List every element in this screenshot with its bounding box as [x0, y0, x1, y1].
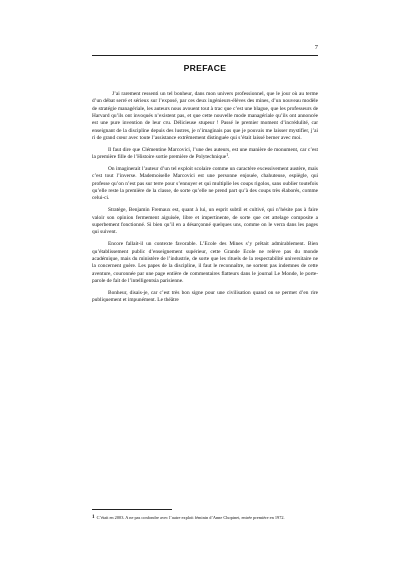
- paragraph-5: Encore fallait-il un contexte favorable. L’Ecole des Mines s’y prêtait admirablement. Bien qu’établissement public d’enseignement supérieur, cette Grande Ecole ne relève pas du monde académique, mais du ministère de l’industrie, de sorte que les rituels de la respectabilité universitaire ne la concernent guère. Les papes de la discipline, il faut le reconnaître, ne sortent pas indemnes de cette aventure, couronnée par une page entière de commentaires flatteurs dans le journal Le Monde, le porte-parole de fait de l’intelligentsia parisienne.: [92, 241, 318, 284]
- paragraph-6: Bonheur, disais-je, car c’est très bon signe pour une civilisation quand on se permet d’en rire publiquement et impunément. Le théâtre: [92, 289, 318, 304]
- footnote-rule: [92, 509, 172, 510]
- preface-body: [92, 91, 318, 309]
- footnote-reference[interactable]: 1: [226, 152, 229, 158]
- page-number: 7: [314, 44, 318, 51]
- paragraph-4: Stratège, Benjamin Fremaux est, quant à lui, un esprit subtil et cultivé, qui n’hésite pas à faire valoir son opinion fermement aiguisée, libre et impertinente, de sorte que cet attelage composite a superbement fonctionné. Si bien qu’il en a désarçonné quelques uns, comme on le verra dans les pages qui suivent.: [92, 207, 318, 236]
- footnote-text: C’était en 2003. A ne pas confondre avec l’autre exploit féminin d’Anne Chopinet, entrée première en 1972.: [96, 515, 285, 520]
- paragraph-3: On imaginerait l’auteur d’un tel exploit scolaire comme un caractère excessivement austère, mais c’est tout l’inverse. Mademoiselle Marcovici est une personne enjouée, chahuteuse, espiègle, qui professe qu’on n’est pas sur terre pour s’ennuyer et qui multiplie les coups rigolos, sans oublier toutefois qu’elle reste la première de la classe, de sorte qu’elle ne prend part qu’à des coups très élaborés, comme celui-ci.: [92, 166, 318, 202]
- page-title: PREFACE: [183, 63, 227, 73]
- footnote-mark: 1: [92, 515, 95, 520]
- paragraph-2: Il faut dire que Clémentine Marcovici, l’une des auteurs, est une manière de monument, car c’est la première fille de l’Histoire sortie première de Polytechnique$^1$.: [92, 146, 318, 161]
- header-rule: [92, 55, 318, 56]
- footnote: [92, 515, 302, 521]
- paragraph-2-text: Il faut dire que Clémentine Marcovici, l’une des auteurs, est une manière de monument, car c’est la première fille de l’Histoire sortie première de Polytechnique: [92, 146, 318, 161]
- paragraph-1: J’ai rarement ressenti un tel bonheur, dans mon univers professionnel, que le jour où au terme d’un débat serré et sérieux sur l’exposé, par ces deux ingénieurs-élèves des mines, d’un nouveau modèle de stratégie managériale, les auteurs nous avouent tout à trac que c’est une blague, que les professeurs de Harvard qu’ils ont invoqués n’existent pas, et que cette nouvelle mode managériale qu’ils ont annoncée est une pure invention de leur cru. Délicieuse stupeur ! Passé le premier moment d’incrédulité, car enseignant de la discipline depuis des lustres, je n’imaginais pas que je pouvais me laisser mystifier, j’ai ri de grand cœur avec toute l’assistance extrêmement distinguée qui s’était laissé berner avec moi.: [92, 91, 318, 142]
